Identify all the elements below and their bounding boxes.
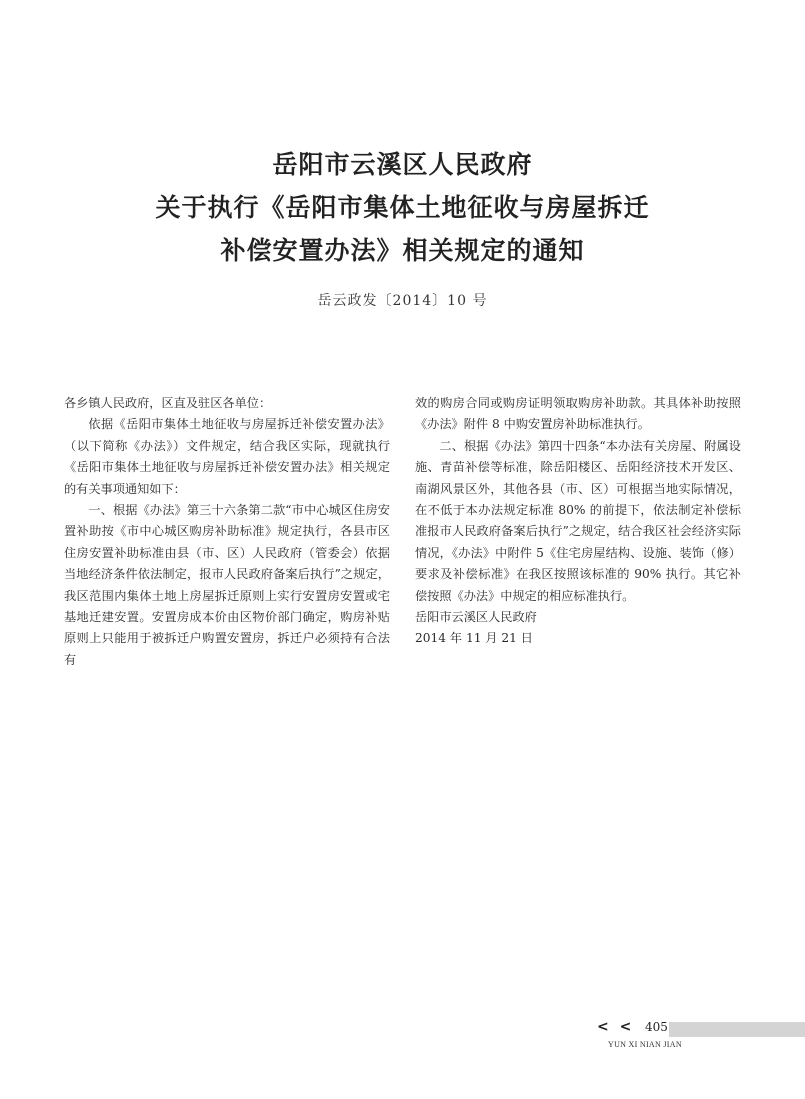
running-title: YUN XI NIAN JIAN (608, 1040, 682, 1049)
footer-bar (669, 1022, 805, 1037)
right-text-column (415, 393, 741, 650)
issuer-signature: 岳阳市云溪区人民政府 (415, 610, 537, 625)
body-paragraph: 一、根据《办法》第三十六条第二款“市中心城区住房安置补助按《市中心城区购房补助标准》规定执行，各县市区住房安置补助标准由县（市、区）人民政府（管委会）依据当地经济条件依法制定，报市人民政府备案后执行”之规定，我区范围内集体土地上房屋拆迁原则上实行安置房安置或宅基地迁建安置。安置房成本价由区物价部门确定，购房补贴原则上只能用于被拆迁户购置安置房，拆迁户必须持有合法有 (64, 503, 390, 667)
body-paragraph: 二、根据《办法》第四十四条“本办法有关房屋、附属设施、青苗补偿等标准，除岳阳楼区、岳阳经济技术开发区、南湖风景区外，其他各县（市、区）可根据当地实际情况，在不低于本办法规定标准 80% 的前提下，依法制定补偿标准报市人民政府备案后执行”之规定，结合我区社会经济实际情况，《办法》中附件 5《住宅房屋结构、设施、装饰（修）要求及补偿标准》在我区按照该标准的 90% 执行。其它补偿按照《办法》中规定的相应标准执行。 (415, 438, 741, 603)
body-paragraph: 效的购房合同或购房证明领取购房补助款。其具体补助按照《办法》附件 8 中购安置房补助标准执行。 (415, 396, 741, 432)
page-number: 405 (645, 1020, 668, 1034)
document-title-line-1: 岳阳市云溪区人民政府 (272, 150, 533, 179)
document-number: 岳云政发〔2014〕10 号 (317, 293, 488, 309)
issue-date: 2014 年 11 月 21 日 (415, 631, 533, 646)
footer-arrows-icon: < < (597, 1019, 635, 1035)
salutation: 各乡镇人民政府，区直及驻区各单位： (64, 396, 272, 410)
body-paragraph: 依据《岳阳市集体土地征收与房屋拆迁补偿安置办法》（以下简称《办法》）文件规定，结合我区实际，现就执行《岳阳市集体土地征收与房屋拆迁补偿安置办法》相关规定的有关事项通知如下： (64, 417, 390, 496)
document-title-line-3: 补偿安置办法》相关规定的通知 (220, 236, 585, 265)
left-text-column (64, 393, 390, 671)
document-title-line-2: 关于执行《岳阳市集体土地征收与房屋拆迁 (155, 193, 650, 222)
